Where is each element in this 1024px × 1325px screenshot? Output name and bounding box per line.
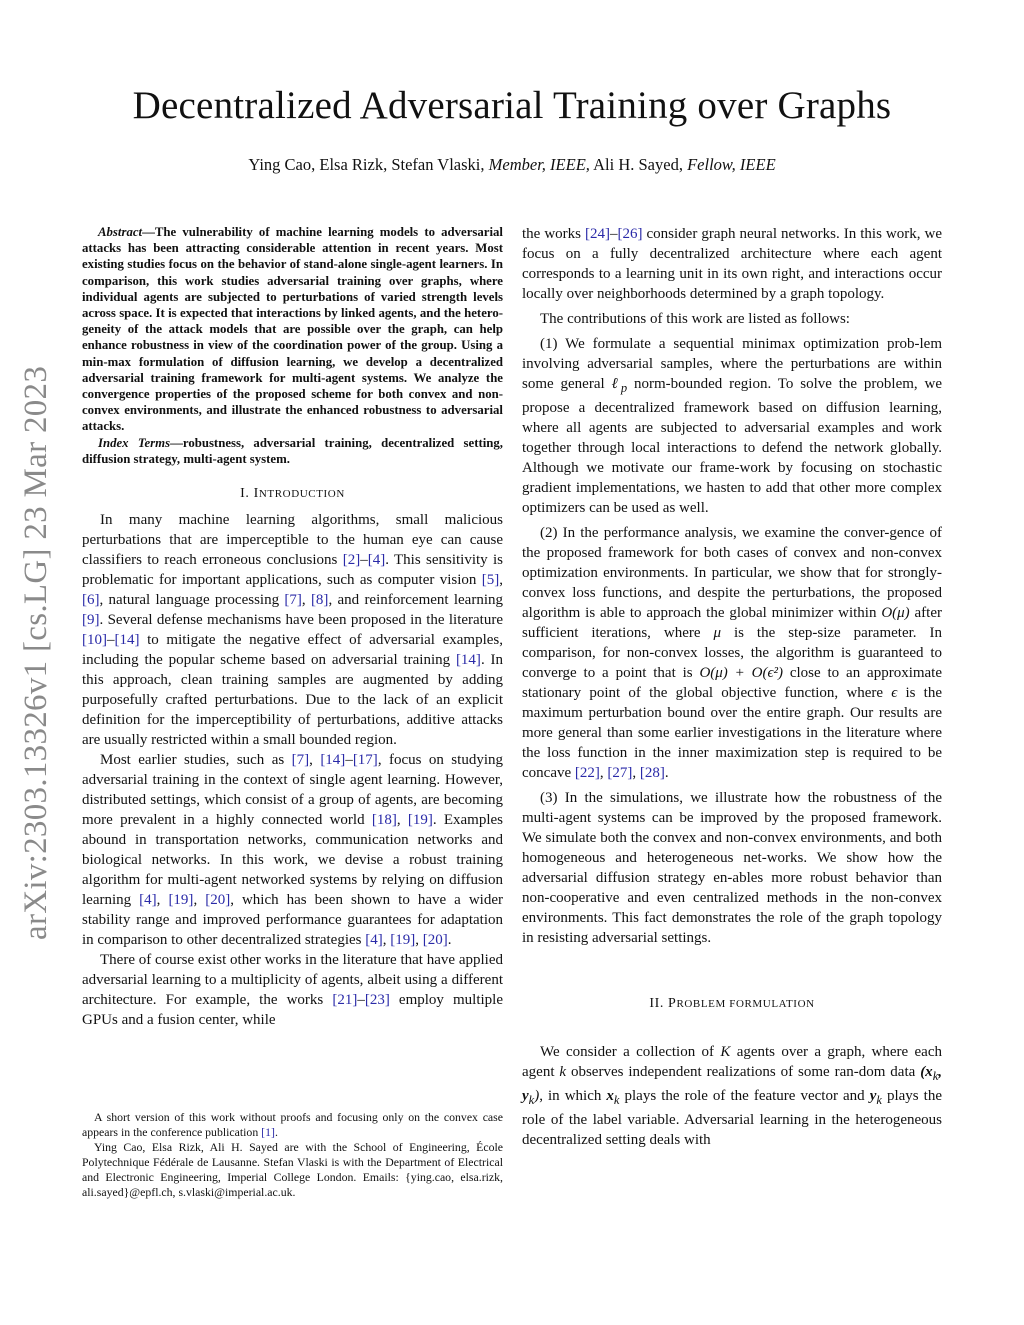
citation[interactable]: [28] xyxy=(639,765,665,781)
section-heading-introduction xyxy=(82,484,503,504)
math-expr: $y_k$ xyxy=(869,1088,882,1107)
abstract xyxy=(82,224,503,467)
math-expr: ($x_k$, $y_k$) xyxy=(522,1064,942,1107)
section-number: II. xyxy=(649,996,669,1011)
citation[interactable]: [4] xyxy=(367,552,386,569)
intro-paragraph-3: There of course exist other works in the literature that have applied adversarial learning to a multiplicity of agents, albeit using a different architecture. For example, the works [21]–[23] employ multiple GPUs and a fusion center, while xyxy=(82,952,503,1029)
citation[interactable]: [7] xyxy=(284,592,302,609)
contribution-3: (3) In the simulations, we illustrate how the robustness of the multi-agent systems can be improved by the proposed framework. We simulate both the convex and non-convex environments, and both homogeneous and heterogeneous net-works. We show how the adversarial diffusion strategy en-ables more robust behavior than non-cooperative and even centralized methods in the non-convex environments. This fact demonstrates the role of the graph topology in resisting adversarial settings. xyxy=(522,790,942,946)
footnote-affiliations: Ying Cao, Elsa Rizk, Ali H. Sayed are with the School of Engineering, École Polytechnique Fédérale de Lausanne. Stefan Vlaski is with the Department of Electrical and Electronic Engineering, Imperial College London. Emails: {ying.cao, elsa.rizk, ali.sayed}@epfl.ch, s.vlaski@imperial.ac.uk. xyxy=(82,1140,503,1199)
citation[interactable]: [2] xyxy=(342,552,361,569)
citation[interactable]: [19] xyxy=(407,812,433,829)
author-names-2: Ali H. Sayed, xyxy=(589,155,688,174)
right-paragraph-1: the works [24]–[26] consider graph neural networks. In this work, we focus on a fully decentralized architecture where each agent corresponds to a learning unit in its own right, and interactions occur locally over neighborhoods determined by a graph topology. xyxy=(522,226,942,302)
abstract-label: Abstract xyxy=(98,225,143,239)
citation[interactable]: [8] xyxy=(310,592,329,609)
section-smallcaps: ROBLEM FORMULATION xyxy=(676,998,815,1010)
math-expr: μ xyxy=(713,625,721,641)
contribution-1: (1) We formulate a sequential minimax optimization prob-lem involving adversarial samples, where the perturbations are within some general ℓ$_p$ norm-bounded region. To solve the problem, we propose a decentralized framework based on diffusion learning, where all agents are subjected to adversarial examples and work together through local interactions to defend the network globally. Although we motivate our frame-work by focusing on stochastic gradient implementations, we hasten to add that other more complex optimizers can be used as well. xyxy=(522,336,942,516)
citation[interactable]: [1] xyxy=(261,1125,275,1139)
footnotes xyxy=(82,1110,503,1200)
contribution-2: (2) In the performance analysis, we examine the conver-gence of the proposed framework for both cases of convex and non-convex optimization environments. In particular, we show that for strongly-convex loss functions, and despite the perturbations, the proposed algorithm is able to approach the global minimizer within O(μ) after sufficient iterations, where μ is the step-size parameter. In comparison, for non-convex losses, the algorithm is guaranteed to converge to a point that is O(μ) + O(ϵ²) close to an approximate stationary point of the global objective function, where ϵ is the maximum perturbation bound over the entire graph. Our results are more general than some earlier investigations in the literature where the loss function in the inner maximization step is required to be concave [22], [27], [28]. xyxy=(522,525,943,781)
math-expr: K xyxy=(720,1044,731,1060)
citation[interactable]: [26] xyxy=(617,226,643,242)
citation[interactable]: [22] xyxy=(574,765,600,781)
citation[interactable]: [4] xyxy=(139,892,157,909)
citation[interactable]: [23] xyxy=(364,992,390,1009)
citation[interactable]: [5] xyxy=(481,572,500,589)
citation[interactable]: [14] xyxy=(320,752,346,769)
citation[interactable]: [6] xyxy=(82,592,100,609)
citation[interactable]: [19] xyxy=(390,932,416,949)
right-paragraph-2: The contributions of this work are listed as follows: xyxy=(540,311,850,327)
right-column xyxy=(522,224,942,1150)
math-expr: O(μ) xyxy=(881,605,910,621)
citation[interactable]: [20] xyxy=(205,892,231,909)
math-expr: ϵ xyxy=(891,685,898,701)
intro-paragraph-1: In many machine learning algorithms, small malicious perturbations that are imperceptible to the human eye can cause classifiers to reach erroneous conclusions [2]–[4]. This sensitivity is problematic for important applications, such as computer vision [5], [6], natural language processing [7], [8], and reinforcement learning [9]. Several defense mechanisms have been proposed in the literature [10]–[14] to mitigate the negative effect of adversarial examples, including the popular scheme based on adversarial training [14]. In this approach, clean training samples are augmented by adding purposefully crafted perturbations. Due to the lack of an explicit definition for the imperceptibility of perturbations, additive attacks are usually restricted within a small bounded region. xyxy=(82,512,504,749)
citation[interactable]: [4] xyxy=(365,932,383,949)
math-lp: ℓ$_p$ xyxy=(611,376,628,395)
author-role-2: Fellow, IEEE xyxy=(687,155,776,174)
author-names-1: Ying Cao, Elsa Rizk, Stefan Vlaski, xyxy=(248,155,489,174)
intro-paragraph-2: Most earlier studies, such as [7], [14]–[17], focus on studying adversarial training in the context of single agent learning. However, distributed settings, which consist of a group of agents, are becoming more prevalent in a highly connected world [18], [19]. Examples abound in transportation networks, communication networks and biological networks. In this work, we devise a robust training algorithm for multi-agent networked systems by relying on diffusion learning [4], [19], [20], which has been shown to have a wider stability range and improved performance guarantees for adaptation in comparison to other decentralized strategies [4], [19], [20]. xyxy=(82,752,504,949)
section-smallcaps: NTRODUCTION xyxy=(258,488,345,501)
citation[interactable]: [9] xyxy=(82,612,100,629)
section-initial: I xyxy=(253,486,259,502)
math-expr: O(μ) + O(ϵ²) xyxy=(699,665,783,681)
citation[interactable]: [27] xyxy=(607,765,633,781)
section-initial: P xyxy=(668,996,677,1011)
math-expr: $x_k$ xyxy=(606,1088,620,1107)
abstract-text: —The vulnerability of machine learning models to adversarial attacks has been attracting considerable attention in recent years. Most existing studies focus on the behavior of stand-alone single-agent learners. In comparison, this work studies adversarial training over graphs, where individual agents are subjected to perturbations of varied strength levels across space. It is expected that interactions by linked agents, and the hetero-geneity of the attack models that are possible over the graph, can help enhance robustness in view of the coordination power of the group. Using a min-max formulation of diffusion learning, we develop a decentralized adversarial training framework for multi-agent systems. We analyze the convergence properties of the proposed scheme for both convex and non-convex environments, and illustrate the enhanced robustness to adversarial attacks. xyxy=(82,225,503,434)
section-heading-problem-formulation xyxy=(522,994,942,1014)
problem-paragraph-1: We consider a collection of K agents over a graph, where each agent k observes independent realizations of some ran-dom data ($x_k$, $y_k$), in which $x_k$ plays the role of the feature vector and $y_k$ plays the role of the label variable. Adversarial learning in the heterogeneous decentralized setting deals with xyxy=(522,1044,942,1148)
citation[interactable]: [20] xyxy=(422,932,448,949)
citation[interactable]: [19] xyxy=(168,892,194,909)
citation[interactable]: [7] xyxy=(291,752,310,769)
citation[interactable]: [10] xyxy=(82,632,107,649)
math-expr: k xyxy=(559,1064,567,1080)
citation[interactable]: [24] xyxy=(585,226,611,242)
citation[interactable]: [21] xyxy=(332,992,358,1009)
section-number: I. xyxy=(240,486,254,502)
arxiv-stamp: arXiv:2303.13326v1 [cs.LG] 23 Mar 2023 xyxy=(18,365,54,940)
citation[interactable]: [14] xyxy=(455,652,481,669)
author-role-1: Member, IEEE, xyxy=(488,155,590,174)
index-terms-label: Index Terms xyxy=(98,435,171,450)
citation[interactable]: [18] xyxy=(371,812,397,829)
citation[interactable]: [17] xyxy=(352,752,378,769)
index-terms-text: —robustness, adversarial training, decentralized setting, diffusion strategy, multi-agent system. xyxy=(82,435,503,466)
left-column xyxy=(82,224,503,1030)
footnote-conference: A short version of this work without proofs and focusing only on the convex case appears in the conference publication [1]. xyxy=(82,1110,503,1139)
paper-title: Decentralized Adversarial Training over Graphs xyxy=(132,84,892,127)
citation[interactable]: [14] xyxy=(114,632,140,649)
author-line xyxy=(0,154,1024,176)
